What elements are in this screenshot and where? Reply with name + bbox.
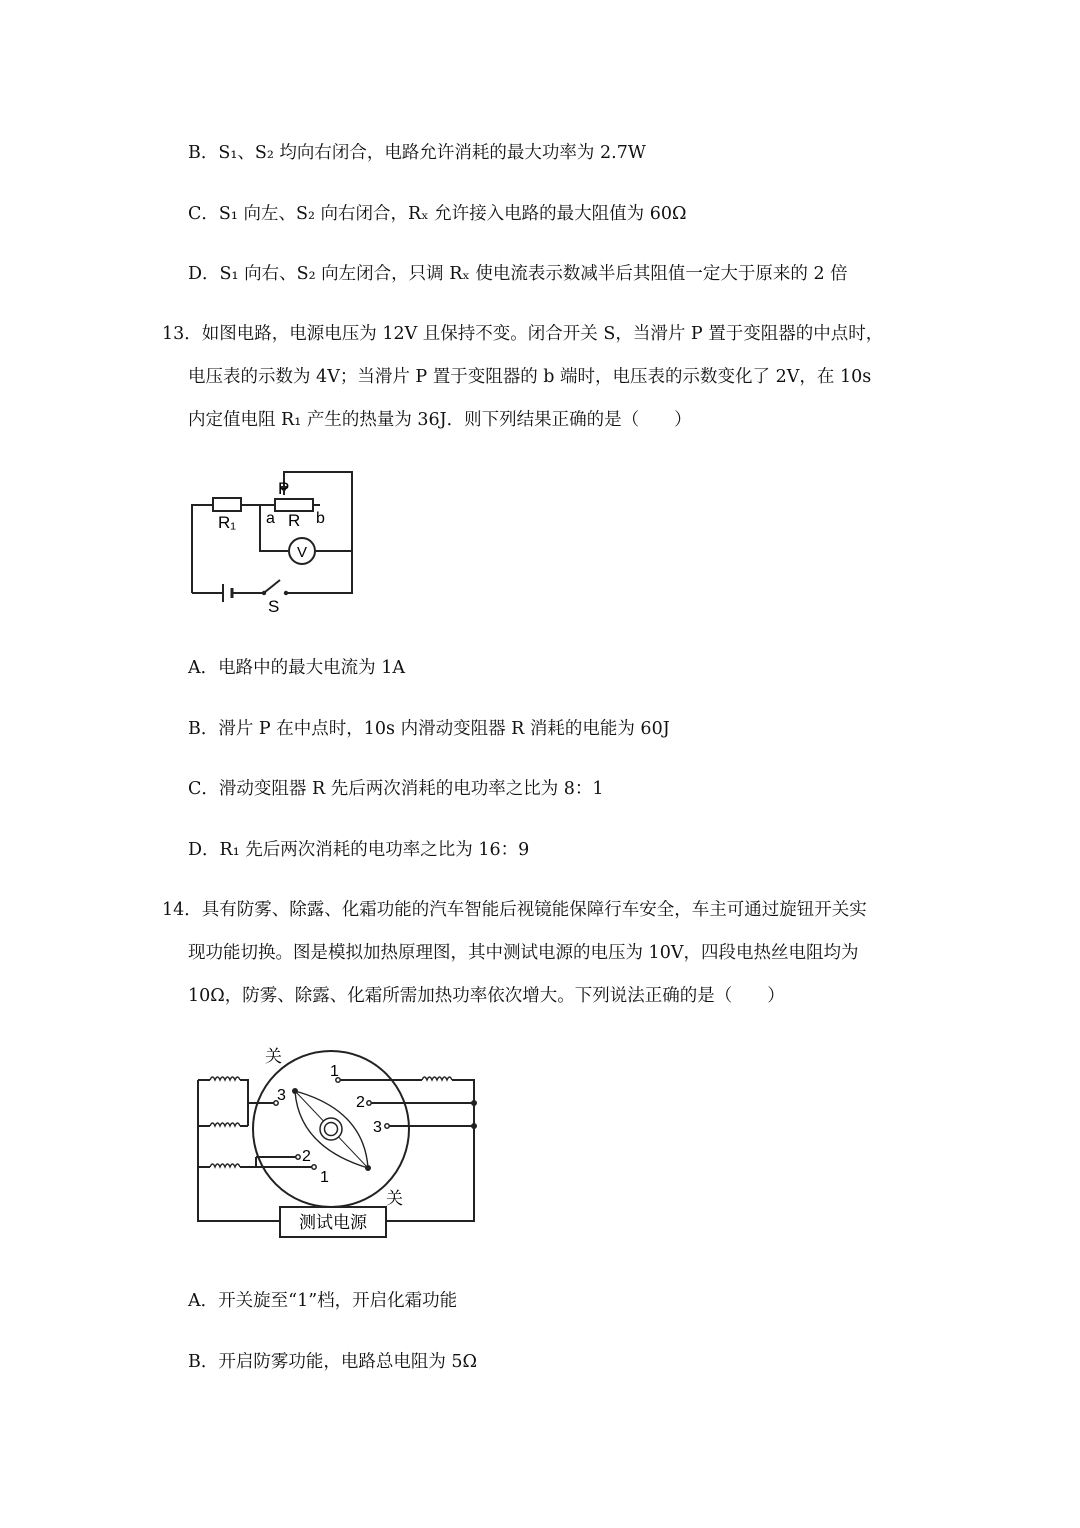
q13-stem-line-3: 内定值电阻 R₁ 产生的热量为 36J．则下列结果正确的是（ ） [188, 410, 692, 430]
q14-option-b: B．开启防雾功能，电路总电阻为 5Ω [188, 1352, 478, 1372]
q13-circuit-diagram [180, 462, 370, 620]
label-r1: R₁ [218, 513, 237, 532]
q13-option-b: B．滑片 P 在中点时，10s 内滑动变阻器 R 消耗的电能为 60J [188, 719, 670, 739]
label-power-source: 测试电源 [299, 1213, 367, 1232]
label-off-top: 关 [265, 1047, 282, 1066]
q13-stem-line-2: 电压表的示数为 4V；当滑片 P 置于变阻器的 b 端时，电压表的示数变化了 2V，在 10s [188, 367, 872, 387]
contact-right-2 [367, 1101, 371, 1105]
q14-stem-line-2: 现功能切换。图是模拟加热原理图，其中测试电源的电压为 10V，四段电热丝电阻均为 [188, 943, 859, 963]
q12-option-c: C．S₁ 向左、S₂ 向右闭合，Rₓ 允许接入电路的最大阻值为 60Ω [188, 204, 687, 224]
label-p: P [278, 479, 290, 498]
heater-coil-right [422, 1077, 452, 1080]
q13-option-a: A．电路中的最大电流为 1A [188, 658, 405, 678]
wire-slider-loop [284, 472, 352, 593]
q14-heating-diagram [190, 1040, 490, 1255]
label-n3-right: 3 [373, 1119, 382, 1136]
contact-left-2 [296, 1155, 300, 1159]
heater-coil-left-2 [210, 1123, 240, 1126]
wire-left [192, 505, 213, 593]
label-b: b [316, 510, 325, 527]
q12-option-d: D．S₁ 向右、S₂ 向左闭合，只调 Rₓ 使电流表示数减半后其阻值一定大于原来的 2 倍 [188, 264, 848, 284]
q13-option-d: D．R₁ 先后两次消耗的电功率之比为 16：9 [188, 840, 530, 860]
q12-option-b: B．S₁、S₂ 均向右闭合，电路允许消耗的最大功率为 2.7W [188, 143, 646, 163]
resistor-r1 [213, 498, 241, 511]
label-n3-left: 3 [277, 1087, 286, 1104]
wire-left-bus [198, 1080, 280, 1221]
label-a: a [266, 510, 275, 527]
q14-option-a: A．开关旋至“1”档，开启化霜功能 [188, 1291, 458, 1311]
heater-coil-left-3 [210, 1164, 240, 1167]
label-n1-bottom: 1 [320, 1169, 329, 1186]
label-n1-top: 1 [330, 1063, 339, 1080]
knob-tip-bottom [365, 1165, 371, 1171]
label-s: S [268, 597, 280, 616]
knob-center-icon [320, 1118, 342, 1140]
q14-stem-line-1: 14．具有防雾、除露、化霜功能的汽车智能后视镜能保障行车安全，车主可通过旋钮开关实 [162, 900, 867, 920]
rheostat-r [275, 499, 313, 511]
switch-blade [265, 580, 280, 592]
label-off-bottom: 关 [386, 1189, 403, 1208]
label-v: V [297, 544, 308, 561]
knob-tip-top [292, 1088, 298, 1094]
label-n2-right: 2 [356, 1094, 365, 1111]
q13-option-c: C．滑动变阻器 R 先后两次消耗的电功率之比为 8：1 [188, 779, 604, 799]
contact-left-1 [312, 1165, 316, 1169]
q14-stem-line-3: 10Ω，防雾、除露、化霜所需加热功率依次增大。下列说法正确的是（ ） [188, 986, 785, 1006]
heater-coil-left-1 [210, 1077, 240, 1080]
label-r: R [288, 511, 301, 530]
q13-stem-line-1: 13．如图电路，电源电压为 12V 且保持不变。闭合开关 S，当滑片 P 置于变阻器的中点时， [162, 324, 884, 344]
contact-right-3 [385, 1124, 389, 1128]
label-n2-left: 2 [302, 1148, 311, 1165]
switch-contact-icon [284, 591, 288, 595]
